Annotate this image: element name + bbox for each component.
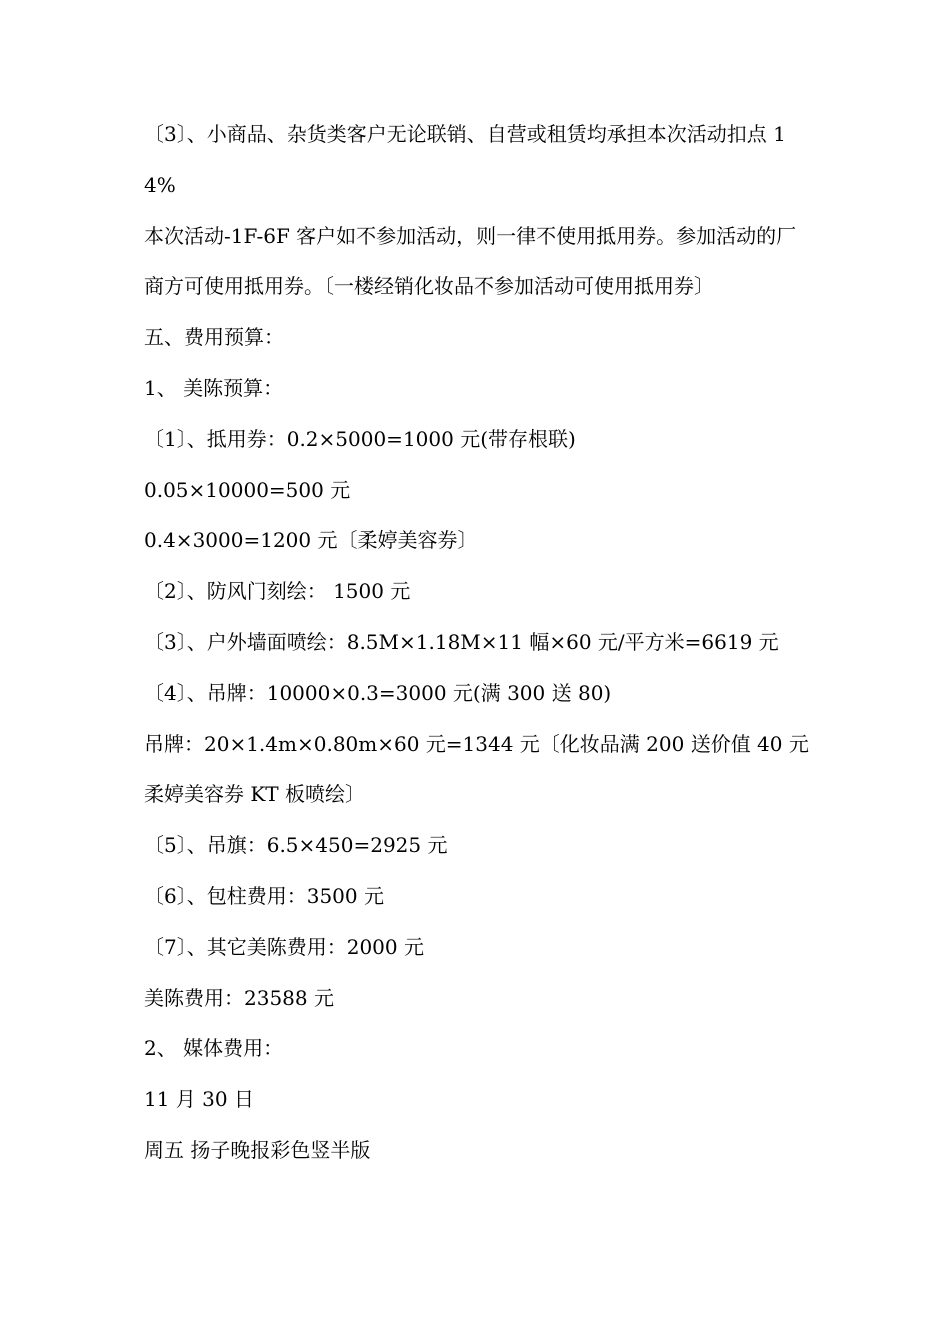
budget-item-hanging-tag: 〔4〕、吊牌：10000×0.3=3000 元(满 300 送 80) [144,680,612,705]
media-date: 11 月 30 日 [144,1087,254,1112]
budget-item-voucher-small: 0.05×10000=500 元 [144,477,351,502]
budget-item-outdoor-spray: 〔3〕、户外墙面喷绘：8.5M×1.18M×11 幅×60 元/平方米=6619 元 [144,629,779,654]
subsection-heading-display-budget: 1、 美陈预算： [144,375,284,400]
paragraph-voucher-rule: 本次活动-1F-6F 客户如不参加活动，则一律不使用抵用券。参加活动的厂商方可使用抵用券。〔一楼经销化妆品不参加活动可使用抵用券〕 [144,223,797,299]
paragraph-deduction-rule: 〔3〕、小商品、杂货类客户无论联销、自营或租赁均承担本次活动扣点 14% [144,122,786,197]
section-heading-budget: 五、费用预算： [144,325,284,350]
budget-item-pillar-wrap: 〔6〕、包柱费用：3500 元 [144,883,384,908]
budget-item-hanging-tag-kt: 吊牌：20×1.4m×0.80m×60 元=1344 元〔化妆品满 200 送价值 40 元柔婷美容券 KT 板喷绘〕 [144,731,809,807]
budget-item-voucher: 〔1〕、抵用券：0.2×5000=1000 元(带存根联) [144,426,576,451]
subsection-heading-media-budget: 2、 媒体费用： [144,1036,284,1061]
budget-item-beauty-voucher: 0.4×3000=1200 元〔柔婷美容券〕 [144,528,478,553]
budget-total-display: 美陈费用：23588 元 [144,985,334,1010]
budget-item-door-decal: 〔2〕、防风门刻绘： 1500 元 [144,579,411,604]
budget-item-hanging-flag: 〔5〕、吊旗：6.5×450=2925 元 [144,833,448,858]
budget-item-other-display: 〔7〕、其它美陈费用：2000 元 [144,934,424,959]
document-body [144,109,809,1176]
media-placement: 周五 扬子晚报彩色竖半版 [144,1137,371,1162]
